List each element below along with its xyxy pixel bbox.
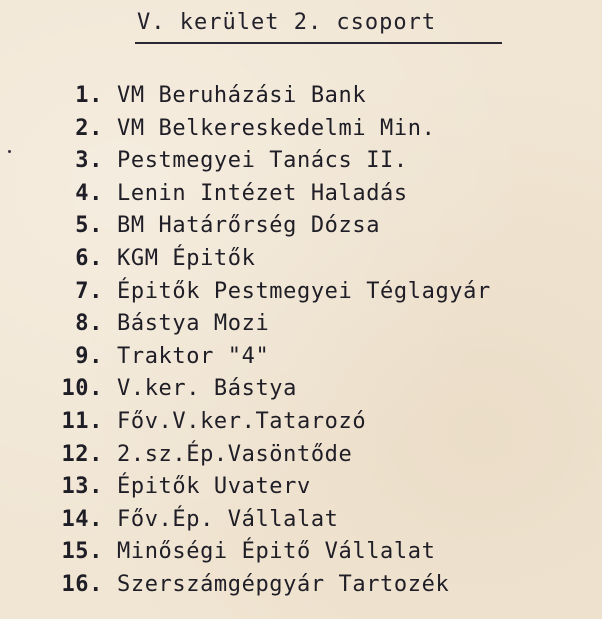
item-number: 11.	[61, 408, 103, 434]
item-number: 15.	[61, 539, 103, 565]
item-name: 2.sz.Ép.Vasöntőde	[117, 441, 353, 467]
item-number: 12.	[61, 441, 103, 467]
item-name: Minőségi Épitő Vállalat	[117, 539, 436, 565]
item-name: Főv.Ép. Vállalat	[117, 506, 339, 532]
item-name: Bástya Mozi	[117, 311, 270, 337]
item-name: Főv.V.ker.Tatarozó	[117, 408, 367, 434]
item-number: 10.	[61, 376, 103, 402]
item-name: Lenin Intézet Haladás	[117, 180, 408, 206]
item-number: 5.	[75, 213, 103, 239]
item-number: 7.	[75, 278, 103, 304]
item-name: VM Belkereskedelmi Min.	[117, 115, 436, 141]
item-number: 14.	[61, 506, 103, 532]
item-number: 3.	[75, 148, 103, 174]
item-name: Szerszámgépgyár Tartozék	[117, 571, 450, 597]
item-name: V.ker. Bástya	[117, 376, 297, 402]
item-number: 1.	[75, 83, 103, 108]
item-number: 8.	[75, 311, 103, 337]
item-name: VM Beruházási Bank	[117, 83, 367, 108]
item-name: Pestmegyei Tanács II.	[117, 148, 408, 174]
item-number: 9.	[75, 343, 103, 369]
item-number: 4.	[75, 180, 103, 206]
item-number: 16.	[61, 571, 103, 597]
page-title: V. kerület 2. csoport	[137, 10, 437, 35]
item-number: 13.	[61, 474, 103, 500]
item-name: BM Határőrség Dózsa	[117, 213, 381, 239]
item-name: Traktor "4"	[117, 343, 270, 369]
title-underline	[135, 42, 502, 44]
item-name: KGM Épitők	[117, 245, 256, 271]
item-name: Épitők Uvaterv	[117, 474, 311, 500]
item-number: 2.	[75, 115, 103, 141]
item-name: Épitők Pestmegyei Téglagyár	[117, 278, 491, 304]
item-number: 6.	[75, 245, 103, 271]
